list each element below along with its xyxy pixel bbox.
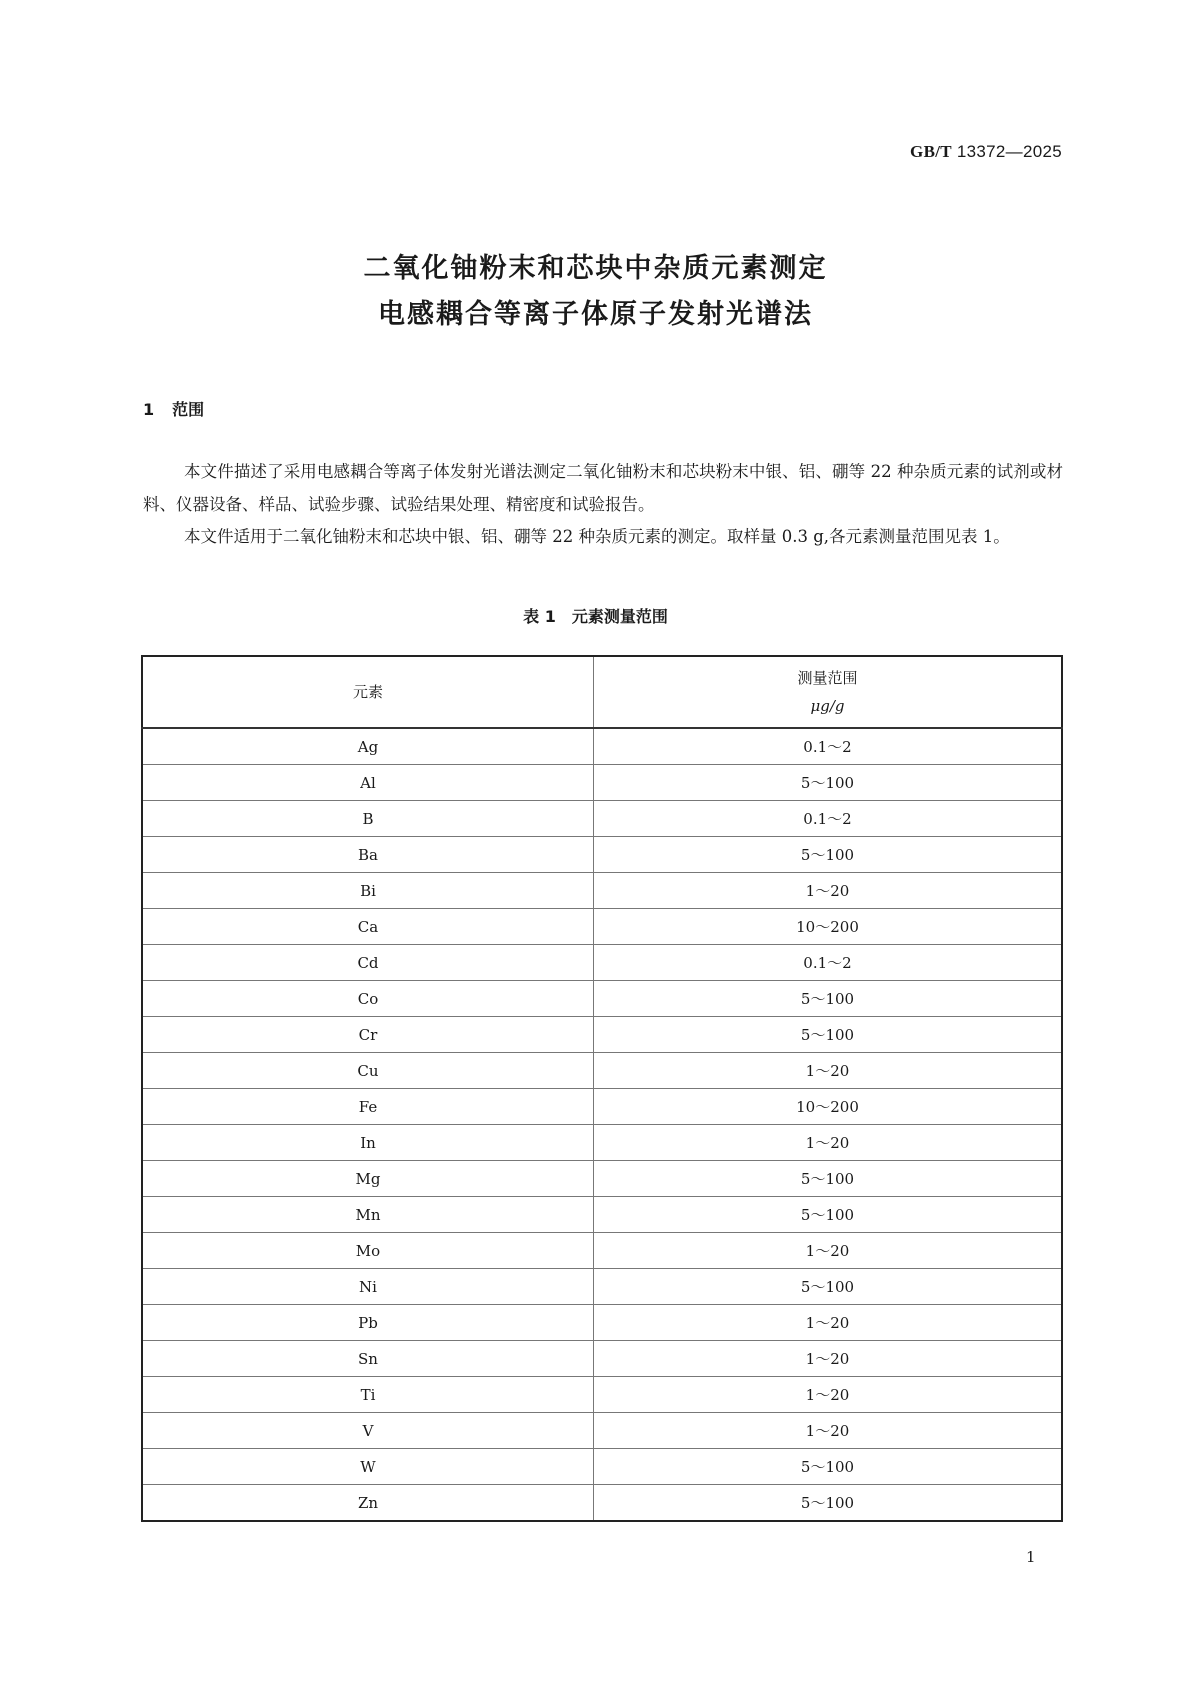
section-number: 1 (143, 400, 155, 419)
table-row (142, 1449, 1062, 1485)
element-cell: Mn (142, 1197, 594, 1233)
range-cell: 5～100 (594, 981, 1063, 1017)
title-line-1: 二氧化铀粉末和芯块中杂质元素测定 (363, 253, 828, 284)
range-cell: 1～20 (594, 1125, 1063, 1161)
table-row (142, 728, 1062, 765)
range-cell: 5～100 (594, 1197, 1063, 1233)
element-cell: Mo (142, 1233, 594, 1269)
table-row (142, 1089, 1062, 1125)
header-element: 元素 (142, 656, 594, 728)
element-cell: Pb (142, 1305, 594, 1341)
table-row (142, 837, 1062, 873)
element-cell: Cr (142, 1017, 594, 1053)
element-cell: Fe (142, 1089, 594, 1125)
element-cell: Mg (142, 1161, 594, 1197)
range-cell: 1～20 (594, 1377, 1063, 1413)
table-row (142, 1125, 1062, 1161)
table-header-row (142, 656, 1062, 728)
title-line-2: 电感耦合等离子体原子发射光谱法 (378, 299, 813, 330)
range-cell: 1～20 (594, 1305, 1063, 1341)
element-cell: Ti (142, 1377, 594, 1413)
element-range-table (141, 655, 1063, 1522)
table-row (142, 1017, 1062, 1053)
element-cell: Al (142, 765, 594, 801)
element-cell: Co (142, 981, 594, 1017)
element-cell: Sn (142, 1341, 594, 1377)
paragraph-2: 本文件适用于二氧化铀粉末和芯块中银、铝、硼等 22 种杂质元素的测定。取样量 0.3 g,各元素测量范围见表 1。 (184, 527, 1010, 546)
table-row (142, 1233, 1062, 1269)
table-row (142, 981, 1062, 1017)
element-cell: V (142, 1413, 594, 1449)
element-cell: Zn (142, 1485, 594, 1522)
element-cell: Bi (142, 873, 594, 909)
section-heading (143, 397, 222, 420)
range-cell: 5～100 (594, 1269, 1063, 1305)
element-cell: W (142, 1449, 594, 1485)
table-row (142, 801, 1062, 837)
header-range-label: 测量范围 (797, 669, 858, 687)
table-row (142, 909, 1062, 945)
page-number: 1 (1026, 1548, 1036, 1566)
element-cell: B (142, 801, 594, 837)
element-cell: Ba (142, 837, 594, 873)
section-title: 范围 (172, 400, 205, 419)
range-cell: 1～20 (594, 1341, 1063, 1377)
range-cell: 10～200 (594, 909, 1063, 945)
table-row (142, 1053, 1062, 1089)
range-cell: 0.1～2 (594, 801, 1063, 837)
table-caption: 表 1 元素测量范围 (523, 607, 668, 626)
table-row (142, 1269, 1062, 1305)
element-cell: Ag (142, 728, 594, 765)
element-cell: Cu (142, 1053, 594, 1089)
range-cell: 5～100 (594, 1017, 1063, 1053)
table-row (142, 1341, 1062, 1377)
range-cell: 5～100 (594, 837, 1063, 873)
range-cell: 5～100 (594, 765, 1063, 801)
header-range (594, 656, 1063, 728)
table-row (142, 945, 1062, 981)
paragraph-1: 本文件描述了采用电感耦合等离子体发射光谱法测定二氧化铀粉末和芯块粉末中银、铝、硼等 22 种杂质元素的试剂或材料、仪器设备、样品、试验步骤、试验结果处理、精密度和试验报告。 (143, 462, 1063, 514)
range-cell: 1～20 (594, 873, 1063, 909)
table-row (142, 1413, 1062, 1449)
range-cell: 1～20 (594, 1233, 1063, 1269)
standard-prefix: GB/T (910, 142, 952, 161)
range-cell: 5～100 (594, 1161, 1063, 1197)
header-unit: μg/g (810, 697, 845, 715)
table-row (142, 873, 1062, 909)
element-cell: Ca (142, 909, 594, 945)
element-cell: Cd (142, 945, 594, 981)
range-cell: 5～100 (594, 1449, 1063, 1485)
range-cell: 10～200 (594, 1089, 1063, 1125)
table-row (142, 765, 1062, 801)
range-cell: 0.1～2 (594, 945, 1063, 981)
standard-number (910, 142, 1062, 162)
range-cell: 1～20 (594, 1053, 1063, 1089)
element-cell: Ni (142, 1269, 594, 1305)
table-row (142, 1377, 1062, 1413)
table-row (142, 1485, 1062, 1522)
standard-code: 13372—2025 (956, 142, 1062, 161)
table-row (142, 1197, 1062, 1233)
range-cell: 5～100 (594, 1485, 1063, 1522)
element-cell: In (142, 1125, 594, 1161)
range-cell: 1～20 (594, 1413, 1063, 1449)
table-row (142, 1161, 1062, 1197)
range-cell: 0.1～2 (594, 728, 1063, 765)
table-row (142, 1305, 1062, 1341)
